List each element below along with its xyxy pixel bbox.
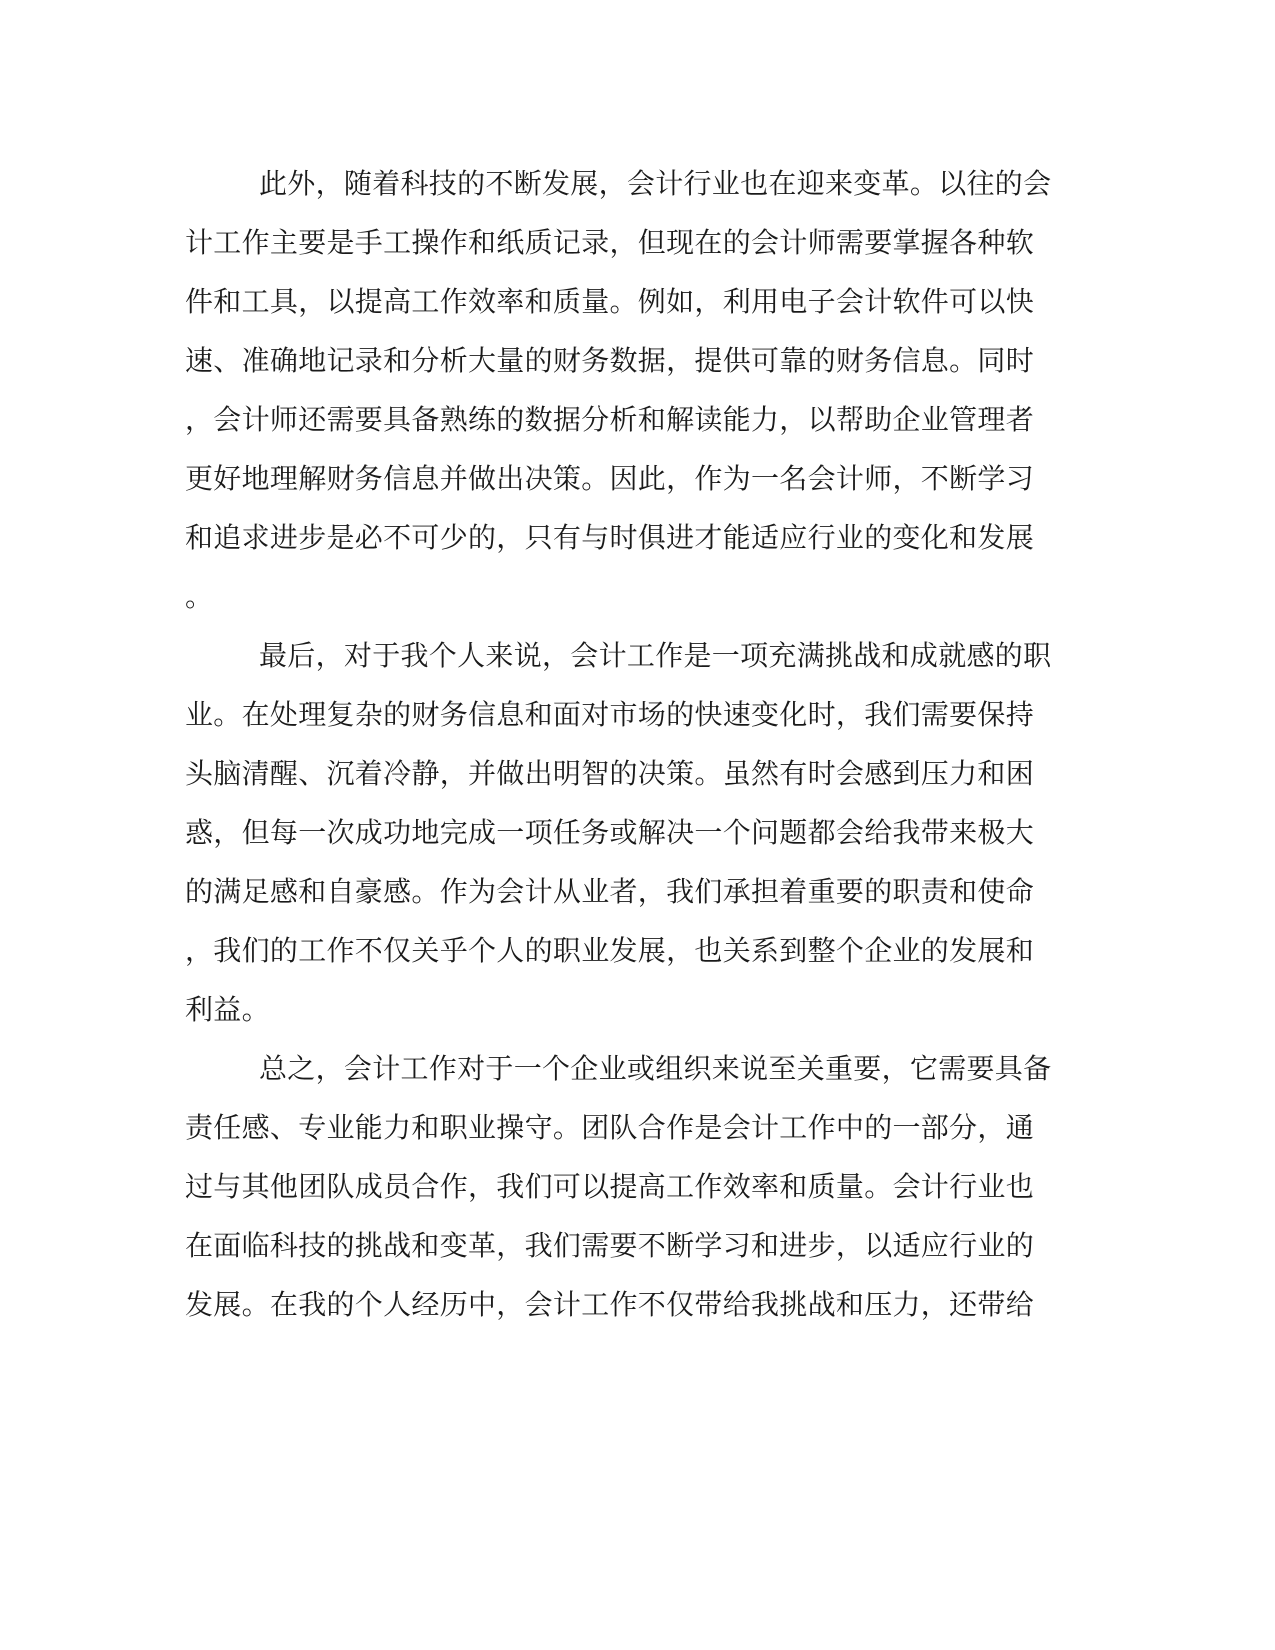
paragraph-line: 件和工具，以提高工作效率和质量。例如，利用电子会计软件可以快 (185, 285, 1035, 318)
paragraph-line: 总之，会计工作对于一个企业或组织来说至关重要，它需要具备 (259, 1052, 1052, 1085)
paragraph-line: 。 (185, 580, 214, 613)
paragraph-line: 最后，对于我个人来说，会计工作是一项充满挑战和成就感的职 (259, 639, 1052, 672)
paragraph-line: 和追求进步是必不可少的，只有与时俱进才能适应行业的变化和发展 (185, 521, 1035, 554)
paragraph-line: 惑，但每一次成功地完成一项任务或解决一个问题都会给我带来极大 (185, 816, 1035, 849)
body-text (185, 160, 1065, 1340)
paragraph-line: 的满足感和自豪感。作为会计从业者，我们承担着重要的职责和使命 (185, 875, 1035, 908)
paragraph-technology (185, 160, 1065, 632)
paragraph-personal (185, 632, 1065, 1045)
paragraph-line: 发展。在我的个人经历中，会计工作不仅带给我挑战和压力，还带给 (185, 1288, 1035, 1321)
paragraph-line: 此外，随着科技的不断发展，会计行业也在迎来变革。以往的会 (259, 167, 1052, 200)
paragraph-line: 过与其他团队成员合作，我们可以提高工作效率和质量。会计行业也 (185, 1170, 1035, 1203)
paragraph-line: 更好地理解财务信息并做出决策。因此，作为一名会计师，不断学习 (185, 462, 1035, 495)
paragraph-line: 计工作主要是手工操作和纸质记录，但现在的会计师需要掌握各种软 (185, 226, 1035, 259)
paragraph-line: 利益。 (185, 993, 270, 1026)
paragraph-line: 速、准确地记录和分析大量的财务数据，提供可靠的财务信息。同时 (185, 344, 1035, 377)
paragraph-line: ，我们的工作不仅关乎个人的职业发展，也关系到整个企业的发展和 (185, 934, 1035, 967)
paragraph-line: 责任感、专业能力和职业操守。团队合作是会计工作中的一部分，通 (185, 1111, 1035, 1144)
paragraph-line: 头脑清醒、沉着冷静，并做出明智的决策。虽然有时会感到压力和困 (185, 757, 1035, 790)
paragraph-line: ，会计师还需要具备熟练的数据分析和解读能力，以帮助企业管理者 (185, 403, 1035, 436)
paragraph-line: 在面临科技的挑战和变革，我们需要不断学习和进步，以适应行业的 (185, 1229, 1035, 1262)
paragraph-summary (185, 1045, 1065, 1340)
paragraph-line: 业。在处理复杂的财务信息和面对市场的快速变化时，我们需要保持 (185, 698, 1035, 731)
